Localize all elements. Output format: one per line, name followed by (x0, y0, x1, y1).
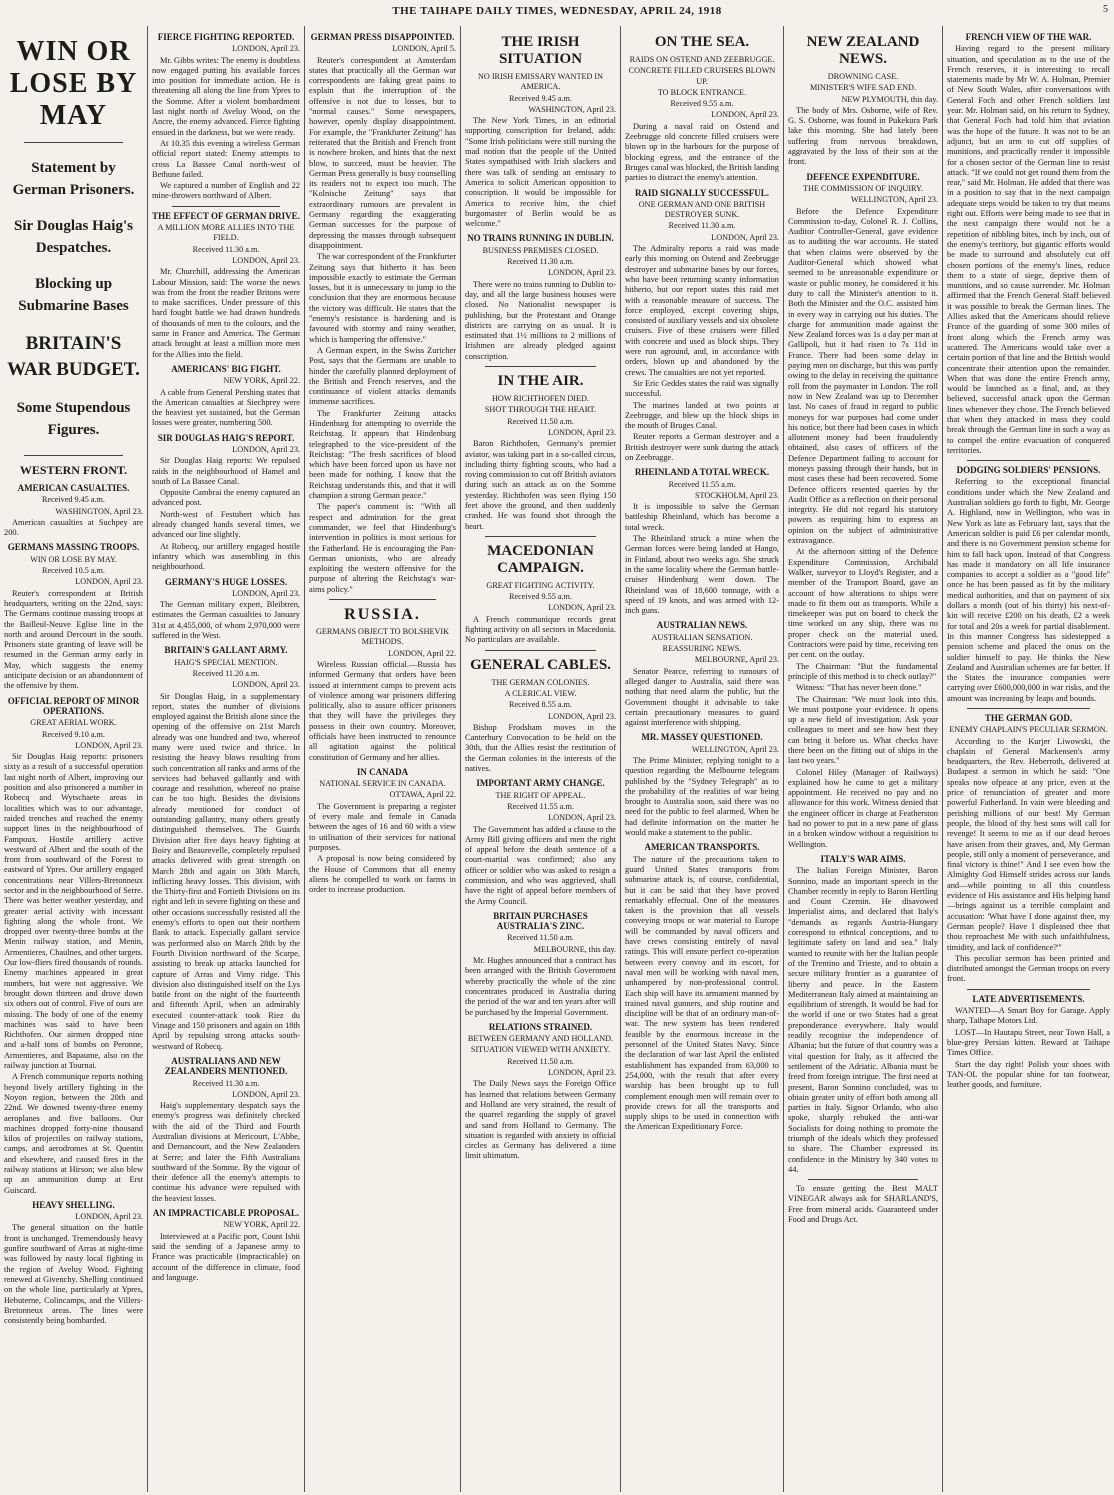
article-headline: AMERICAN TRANSPORTS. (644, 842, 760, 853)
article-body: A cable from General Pershing states that the American casualties at Siechprey were the heaviest yet sustained, but the German losses were greater, numbering 500. (152, 387, 300, 428)
column-7 (943, 28, 1114, 1490)
article-headline: DEFENCE EXPENDITURE. (806, 171, 920, 182)
received-time: Received 11.55 a.m. (668, 479, 736, 489)
article-subhead: THE COMMISSION OF INQUIRY. (803, 183, 923, 193)
dateline: LONDON, April 23. (75, 1212, 143, 1222)
article-body: Reuter's correspondent at British headquarters, writing on the 22nd, says: The Germans continue massing troops at the Bailleul-Neuve Eglise line in the north and around Dercourt in the south. Prisoners state granting of leave will be resumed in the German army early in May, which suggests the enemy anticipate decision or an abandonment of the offensive by them. (4, 588, 143, 691)
article-subhead: A CLERICAL VIEW. (504, 688, 577, 698)
article-headline: MR. MASSEY QUESTIONED. (641, 732, 763, 743)
article-headline: IN CANADA (356, 766, 409, 777)
article-body: The Daily News says the Foreign Office has learned that relations between Germany and Holland are very strained, the result of the quarrel regarding the supply of gravel and sand from Holland to Germany. The situation is regarded with anxiety in official circles as Germany has delivered a time limit ultimatum. (465, 1079, 616, 1161)
received-time: Received 11.50 a.m. (507, 1056, 574, 1066)
received-time: Received 9.10 a.m. (42, 729, 105, 739)
article-headline: THE GERMAN GOD. (984, 713, 1073, 723)
article-body: Mr. Churchill, addressing the American Labour Mission, said: The worse the news was from the front the readier Britons were to make sacrifices. Under pressure of this hard fought battle we had drawn hundreds of thousands of men to the colours, and the same in France and America. The German attack brought at least a million more men for the Allies into the field. (152, 267, 300, 359)
dateline: LONDON, April 5. (392, 44, 456, 54)
article-headline: GERMANS MASSING TROOPS. (7, 542, 140, 553)
dateline: LONDON, April 23. (548, 427, 616, 437)
dateline: WASHINGTON, April 23. (528, 104, 616, 114)
divider (485, 650, 596, 651)
article-headline: HEAVY SHELLING. (32, 1199, 115, 1210)
advertisement: Start the day right! Polish your shoes with TAN-OL the popular shine for tan footwear, leather goods, and furniture. (947, 1059, 1110, 1090)
divider (967, 708, 1090, 709)
article-headline: DODGING SOLDIERS' PENSIONS. (956, 465, 1101, 476)
article-subhead: CONCRETE FILLED CRUISERS BLOWN UP. (628, 66, 776, 86)
article-body: Sir Douglas Haig, in a supplementary report, states the number of divisions employed against the British alone since the opening of the offensive on 21st March already was one hundred and two, whereof many were used twice and thrice. In resisting the heavy blows resulting from such concentration all ranks and arms of the services had behaved gallantly and with courage and resolution, whereof no praise can be too high. Besides the divisions already mentioned for conduct of outstanding gallantry, many others greatly distinguished themselves. The Guards Division after five days heavy fighting at Boiry and Beaurevelle, completely repulsed attacks delivered with great strength on March 28th and again on 30th March, inflicting heavy losses. This division, with the Thirty-first and Fortieth Divisions on its right and left in severe fighting on these and other occasions successfully resisted all the enemy's efforts to open out their northern flank to attack. Especially gallant service was performed also on March 28th by the Fourth Division northward of the Scarpe, assisting to break up attacks launched for capture of Arras and Vimy ridge. This division also distinguished itself on the Lys battle front on the night of the fourteenth and fifteenth April, when an admirably executed counter-attack took Riez du Vinage and 150 prisoners and again on 18th April by repulsing strong attacks south-westward of Robecq. (152, 691, 300, 1051)
divider (485, 366, 596, 367)
article-headline: RAID SIGNALLY SUCCESSFUL. (634, 187, 770, 198)
deck-heading: Some Stupendous Figures. (16, 400, 131, 438)
masthead: THE TAIHAPE DAILY TIMES, WEDNESDAY, APRIL 24, 1918 (392, 5, 722, 17)
article-body: Reuter reports a German destroyer and a British destroyer were sunk during the attack on Zeebrugge. (625, 432, 779, 462)
article-subhead: SITUATION VIEWED WITH ANXIETY. (470, 1045, 611, 1055)
article-headline: SIR DOUGLAS HAIG'S REPORT. (157, 432, 295, 443)
article-subhead: GERMANS OBJECT TO BOLSHEVIK METHODS. (315, 627, 450, 647)
article-headline: AUSTRALIANS AND NEW ZEALANDERS MENTIONED. (164, 1055, 288, 1077)
article-body: The Government is preparing a register of every male and female in Canada between the ages of 16 and 60 with a view to utilisation of their services for national purposes. (309, 801, 456, 852)
deck-heading: Blocking up Submarine Bases (18, 276, 129, 314)
article-headline: FIERCE FIGHTING REPORTED. (157, 32, 295, 42)
dateline: NEW YORK, April 22. (223, 1220, 300, 1230)
deck-heading: Sir Douglas Haig's Despatches. (14, 218, 133, 256)
received-time: Received 9.55 a.m. (670, 99, 734, 109)
article-body: Sir Douglas Haig reports: We repulsed raids in the neighbourhood of Hamel and south of La Bassee Canal. (152, 456, 300, 486)
article-subhead: WIN OR LOSE BY MAY. (30, 554, 117, 564)
article-body: The Prime Minister, replying tonight to a question regarding the Melbourne telegram published by the "Sydney Telegraph" as to the probability of the realities of war being brought to Australia soon, said there was no need for the public to feel alarmed. When he had definite information on the matter he would make a statement to the public. (625, 756, 779, 838)
column-6 (784, 28, 942, 1490)
dateline: LONDON, April 23. (232, 255, 300, 265)
article-body: At the afternoon sitting of the Defence Expenditure Commission, Archibald Walker, surveyor to Lloyd's Register, and a member of the Transport Board, gave an account of how alterations to ships were made to fit them out as transports. While a timekeeper was put on board to check the time worked on any ship, there was no proper check on the material used. Contractors were paid by time, receiving ten per cent. on the outlay. (788, 547, 938, 660)
received-time: Received 10.5 a.m. (42, 566, 105, 576)
dateline: MELBOURNE, April 23. (694, 655, 779, 665)
article-body: A French communique records great fighting activity on all sectors in Macedonia. No particulars are available. (465, 614, 616, 645)
received-time: Received 8.55 a.m. (509, 700, 572, 710)
article-body: Mr. Hughes announced that a contract has been arranged with the British Government whereby practically the whole of the zinc concentrates produced in Australia during the period of the war and ten years after will be purchased by the Imperial Government. (465, 956, 616, 1017)
dateline: LONDON, April 23. (548, 268, 616, 278)
article-headline: BRITAIN PURCHASES AUSTRALIA'S ZINC. (493, 910, 588, 932)
divider (172, 206, 280, 207)
article-body: A proposal is now being considered by the House of Commons that all enemy aliens be compelled to work on farms in order to increase production. (309, 854, 456, 895)
received-time: Received 11.30 a.m. (668, 221, 736, 231)
article-body: Colonel Hiley (Manager of Railways) explained how he came to get a military appointment. He received no pay and no allowance for this work. Witness denied that the engineer officer in charge at Featherston had no power to put in a new pane of glass in a broken window without a requisition to Wellington. (788, 767, 938, 849)
dateline: LONDON, April 23. (232, 444, 300, 454)
dateline: LONDON, April 23. (232, 44, 300, 54)
article-body: Interviewed at a Pacific port, Count Ishii said the sending of a Japanese army to France was practicable (impracticable) on account of the difference in climate, food and language. (152, 1231, 300, 1282)
article-body: The paper's comment is: "With all respect and admiration for the great commander, we feel that Hindenburg's intervention in politics is most serious for the Fatherland. He is encouraging the Pan-German unionists, who are already exploiting the western offensive for the purpose of altering the Reichstag's war-aims policy." (309, 502, 456, 594)
article-headline: OFFICIAL REPORT OF MINOR OPERATIONS. (7, 695, 140, 716)
article-headline: IMPORTANT ARMY CHANGE. (476, 778, 605, 789)
article-body: At 10.35 this evening a wireless German official report stated: Enemy attempts to cross La Bassee Canal north-west of Bethune failed. (152, 138, 300, 179)
column-5 (621, 28, 783, 1490)
article-subhead: NO IRISH EMISSARY WANTED IN AMERICA. (477, 72, 604, 92)
article-body: The Chairman: "We must look into this. We must postpone your evidence. It opens up a new field of investigation. Ask your colleagues to meet and see how best they can bring it before us. What checks have there been on the fitting out of ships in the last two years." (788, 694, 938, 766)
article-body: The Admiralty reports a raid was made early this morning on Ostend and Zeebrugge destroyer and submarine bases by our forces, who have been returning scanty information hitherto, but our report states this raid met with a reasonable measure of success. The force employed, except covering ships, consisted of auxiliary vessels and six obsolete cruisers. Five of these cruisers were filled with concrete and used as block ships. They were run aground, and, in accordance with orders, blown up and abandoned by the crews. The casualties are not yet reported. (625, 244, 779, 377)
dateline: LONDON, April 23. (232, 680, 300, 690)
article-body: The body of Mrs. Osborne, wife of Rev. G. S. Osborne, was found in Pukekura Park lake this morning. She had lately been suffering from nervous breakdown, aggravated by the loss of their son at the front. (788, 105, 938, 167)
article-subhead: HAIG'S SPECIAL MENTION. (174, 657, 278, 667)
received-time: Received 11.30 a.m. (507, 257, 574, 267)
article-headline: AMERICAN CASUALTIES. (17, 483, 130, 493)
article-body: Witness: "That has never been done." (796, 683, 922, 693)
article-subhead: ENEMY CHAPLAIN'S PECULIAR SERMON. (949, 725, 1108, 735)
article-body: The New York Times, in an editorial supporting conscription for Ireland, adds: "Some Irish politicians were still nursing the mad notion that the people of the United States sympathised with Irish slackers and there was talk of sending an emissary to America to solicit American opposition to conscription. It would be impossible for America to receive him, the chief burgomaster of Berlin would be as welcome." (465, 116, 616, 229)
article-body: This peculiar sermon has been printed and distributed amongst the German troops on every front. (947, 953, 1110, 984)
article-subhead: HOW RICHTHOFEN DIED. (492, 394, 589, 404)
article-subhead: NATIONAL SERVICE IN CANADA. (319, 779, 446, 789)
dateline: LONDON, April 23. (711, 110, 779, 120)
article-subhead: SHOT THROUGH THE HEART. (484, 405, 597, 415)
article-body: The Italian Foreign Minister, Baron Sonnino, made an important speech in the Chamber recently in reply to Baron Hertling and Count Czernin. He disavowed Imperialist aims, and declared that Italy's "demands as regards Austria-Hungary correspond to ethnical conceptions, and to legitimate safety on land and sea." Italy wanted to reunite with her the Italian people of the Trentino and Trieste, and to obtain a secure military frontier as a guarantee of liberty and peace. In the Eastern Mediterranean Italy aimed at maintaining an equilibrium of strength. It would be bad for the world if one or two States had a great preponderance everywhere. Italy would readily recognise the independence of Albania; but the future of that country was a vital question for Italy, as it affected the settlement of the Adriatic. Albania must be freed from foreign intrigue. The first need at present, Baron Sonnino concluded, was to obtain greater unity of effort both among all parties in Italy. Signor Orlando, who also spoke, sharply rebuked the anti-war Socialists for doing nothing to promote the triumph of the ideals which they professed to share. The Chamber expressed its confidence in the Ministry by 340 votes to 44. (788, 866, 938, 1174)
article-subhead: BUSINESS PREMISES CLOSED. (482, 245, 599, 255)
article-body: The marines landed at two points at Zeebrugge, and blew up the block ships in the mouth of Bruges Canal. (625, 400, 779, 431)
dateline: LONDON, April 23. (75, 740, 143, 750)
article-subhead: THE RIGHT OF APPEAL. (495, 790, 586, 800)
column-4 (461, 28, 620, 1490)
article-body: Reuter's correspondent at Amsterdam states that practically all the German war correspondents are faking great pains to explain that the interruption of the offensive is not due to losses, but to "normal causes." Some newspapers, however, openly display disappointment. For example, the "Frankfurter Zeitung" has reiterated that the British and French front is nowhere broken, and hints that the next blow, to succeed, must be heavier. The German Press generally is busy counselling its readers not to expect too much. The "Kolnische Zeitung" says that extraordinary rumours are prevalent in Germany regarding the exaggerating German successes for the purpose of depressing the masses through subsequent disappointment. (309, 55, 456, 250)
received-time: Received 11.20 a.m. (192, 668, 260, 678)
deck-heading: BRITAIN'S WAR BUDGET. (7, 333, 140, 380)
section-heading: MACEDONIAN CAMPAIGN. (487, 542, 594, 576)
divider (329, 599, 436, 600)
article-headline: RELATIONS STRAINED. (488, 1021, 593, 1032)
article-subhead: GREAT AERIAL WORK. (30, 718, 117, 728)
divider (967, 460, 1090, 461)
dateline: LONDON, April 23. (232, 588, 300, 598)
dateline: LONDON, April 23. (232, 1089, 300, 1099)
article-subhead: MINISTER'S WIFE SAD END. (810, 83, 916, 93)
dateline: WASHINGTON, April 23. (55, 506, 143, 516)
dateline: LONDON, April 22. (388, 648, 456, 658)
article-headline: BRITAIN'S GALLANT ARMY. (164, 645, 288, 656)
divider (485, 536, 596, 537)
advertisement: To ensure getting the Best MALT VINEGAR always ask for SHARLAND'S, Free from mineral acids. Guaranteed under Food and Drugs Act. (788, 1184, 938, 1225)
column-3 (305, 28, 460, 1490)
article-body: American casualties at Suchpey are 200. (4, 517, 143, 538)
divider (967, 989, 1090, 990)
article-headline: GERMANY'S HUGE LOSSES. (164, 576, 288, 587)
received-time: Received 9.45 a.m. (509, 93, 572, 103)
article-body: A German expert, in the Swiss Zuricher Post, says that the Germans are unable to hinder the carefully planned deployment of the British and French reserves, and the continuance of violent attacks demands immense sacrifices. (309, 345, 456, 407)
article-subhead: A MILLION MORE ALLIES INTO THE FIELD. (157, 223, 295, 243)
article-body: Having regard to the present military situation, and speculation as to the use of the French reserves, it is interesting to recall statements made by Mr W. A. Holman, Premier of New South Wales, after conversations with General Foch and other French soldiers last year. Mr. Holman said, on his return to Sydney, that General Foch had told him that aviation was the hope of the future. It was not to be an adjunct, but an arm to cut off supplies of munitions, and practically render it impossible for a chosen sector of the German line to resist attack. "If we could not get round them from the rear," said Mr. Holman. He added that there was in a position to say that in the next campaign adequate steps would be taken to try that means right out. Efforts were being made to see that in the next campaign there would not be a repetition of nibbling bites, inch by inch, out of the enemy's territory, but gigantic efforts would be made to surround and absolutely cut off chosen portions of the enemy's lines, reduce them to a state of siege, deprive them of munitions, and so cause surrender. Mr. Holman affirmed that the French General Staff believed it was possible to break the German lines. The Allies asked that the Americans should relieve France of the guarding of some 300 miles of front along which the French army was scattered. The Americans would take over a certain portion of that line and the British would concentrate their attention upon the remainder. When that was done the entire French army, would be launched as a final, and, as they believed, successful attack upon the German lines whenever they chose. The French believed that when they attacked in mass they could break through the German line in such a way as to compel the entire evacuation of conquered territories. (947, 44, 1110, 455)
section-heading: ON THE SEA. (654, 34, 750, 50)
article-body: Sir Eric Geddes states the raid was signally successful. (625, 378, 779, 399)
article-body: The general situation on the battle front is unchanged. Tremendously heavy gunfire southward of Arras at night-time was followed by nasty local fighting in the region of Aveluy Wood. Fighting renewed at Givenchy. Shelling continued on the whole line, particularly at Ypres, Hebuterne, Colincamps, and the Villers-Bretonneux areas. The lines were consistently being bombarded. (4, 1223, 143, 1326)
article-body: A French communique reports nothing beyond lively artillery fighting in the Noyon region, between the 20th and 22nd. We downed twenty-three enemy aeroplanes and five balloons. Our machines dropped forty-nine thousand kilos of projectiles on railway stations, camps, and aerodromes at St. Quentin and elsewhere, and caused fires in the railway stations at Hirson; we also blew up an ammunition dump at Erst Guiscard. (4, 1072, 143, 1195)
article-body: Haig's supplementary despatch says the enemy's progress was definitely checked with the aid of the Third and Fourth Australian divisions at Mericourt, L'Abbe, and Dernancourt, and the New Zealanders at Serre; and later the Fifth Australians southward of the Somme. By the vigour of their defence all the enemy's attempts to continue his advance were repulsed with the heaviest losses. (152, 1101, 300, 1203)
article-subhead: REASSURING NEWS. (662, 644, 742, 654)
article-headline: ITALY'S WAR AIMS. (820, 853, 906, 864)
section-heading: NEW ZEALAND NEWS. (806, 34, 920, 67)
article-body: The Chairman: "But the fundamental principle of this method is to check outlay?" (788, 661, 938, 681)
article-body: The Frankfurter Zeitung attacks Hindenburg for attempting to override the Reichstag. It appears that Hindenburg telegraphed to the vice-president of the Reichstag: "The fresh sacrifices of blood which have been forced upon us have not been made for nothing. I know that the Reichstag understands this, and that it will champion a strong German peace." (309, 408, 456, 501)
divider (24, 142, 123, 143)
article-body: The German military expert, Bleibtren, estimates the German casualties to January 31st at 4,455,000, of whom 2,970,000 were suffered in the West. (152, 600, 300, 641)
article-body: Before the Defence Expenditure Commission to-day, Colonel R. J. Collins, Auditor Controller-General, gave evidence as to auditing the war accounts. He stated that when claims were observed by the Auditor-General which showed what seemed to be unreasonable expenditure or waste or public money, he considered it his duty to call the Minister's attention to it. Both the Minister and the O.C. assisted him in every way in carrying out his duties. The charge for ammunition made against the New Zealand forces was 1s a day per man at Gallipoli, but it had risen to 7s 11d in France. There had been some delay in paying men on discharge, but this was partly owing to the delay in receiving the quittance roll from the paymaster in London. The roll now in New Zealand was up to December last. No cases of fraud in regard to public moneys for war purposes had come under his notice, but there had been cases in which allotment money had been fraudulently obtained, also cases of officers of the Defence Department failing to account for moneys passing through their hands, but in most cases these had been recovered. Some Defence officers resented queries by the Audit Office as a reflection on their personal integrity. He did not regard his statutory powers as requiring him to express an opinion on the subject of administrative extravagance. (788, 206, 938, 546)
received-time: Received 9.45 a.m. (42, 495, 105, 505)
divider (808, 1179, 918, 1180)
article-headline: AUSTRALIAN NEWS. (656, 620, 748, 631)
received-time: Received 11.50 a.m. (507, 933, 574, 943)
article-body: The Rheinland struck a mine when the German forces were being landed at Hango, in Finland, about two weeks ago. She struck in the same locality where the German battle-cruiser Hindenburg went down. The Rheinland was of 18,600 tonnage, with a speed of 19 knots, and was armed with 12-inch guns. (625, 534, 779, 616)
dateline: MELBOURNE, this day. (533, 944, 616, 954)
dateline: LONDON, April 23. (548, 1068, 616, 1078)
article-body: According to the Kurjer Liwowski, the chaplain of General Mackensen's army headquarters, the Rev. Heberroth, delivered at Budapest a sermon in which he said: "One speaks now ofpeace at any price, even at the price of renunciation of greater and more powerful Fatherland. In vain were bleeding and perishing millions of our best! My German people, the blood of thy best sons will call for revenge! It seems to me as if our dead heroes have arisen from their graves, and, My German people, still only a moment of perseverance, and final victory is thine!" And I see even how the Almighty God Himself strides across our lands and—while pointing to all this countless evidence of His assistance and His helping hand—brings against us a terrible complaint and accusation: 'What have I done against thee, my German people? Have I displeased thee that thou reproachest Me with such unfaithfulness, timidity, and lack of confidence?'" (947, 736, 1110, 952)
article-subhead: DROWNING CASE. (827, 72, 899, 81)
article-body: Opposite Cambrai the enemy captured an advanced post. (152, 488, 300, 508)
article-body: Sir Douglas Haig reports: prisoners sixty as a result of a successful operation last night north of Albert, improving our position and also prisonered a number in Robecq and Wytschaete areas in localities which was to our advantage, raided trenches and reached the enemy support lines in the neighbourhood of Fampoux. Hostile artillery active westward of Albert and the south of the front from southward of the Forest to eastward of Ypres. Our artillery engaged concentrations near Villers-Bretonneux sector and in the neighbourhood of Serre. There was better weather yesterday, and greater aerial activity with incessant fighting along the whole front. We dropped over twenty-three bombs at the Menin railway station, and Menin, Armentieres, Chaulnes, and other targets. Our low-fliers fired thousands of rounds. Enemy machines appeared in great numbers, but were not aggressive. We brought down thirteen and drove down six others out of control. Five of ours are missing. The body of one of the enemy machines was said to have been Richthofen. Our airmen dropped nine and a-half tons of bombs on Peronne, Armentieres, and Bapaume, also on the railway junction at Tournai. (4, 752, 143, 1071)
article-body: The war correspondent of the Frankfurter Zeitung says that hitherto it has been impossible exactly to estimate the German losses, but it is unnecessary to jump to the conclusion that they are enormous because the victory was difficult. He states that the "enemy's resistance is hardening and is favoured with stormy and rainy weather, which is hampering the offensive." (309, 252, 456, 344)
section-heading: IN THE AIR. (497, 373, 584, 390)
article-body: Wireless Russian official.—Russia has informed Germany that orders have been issued at internment camps to prevent acts of violence among war prisoners differing politically, also to assure officer prisoners that they will have the privileges they possess in their own country. Moreover, officials have been instructed to renounce all agitation against the political constitution of Germany and her allies. (309, 659, 456, 762)
dateline: OTTAWA, April 22. (389, 790, 456, 800)
received-time: Received 11.55 a.m. (507, 801, 574, 811)
article-body: It is impossible to salve the German battleship Rheinland, which has become a total wreck. (625, 502, 779, 532)
article-subhead: ONE GERMAN AND ONE BRITISH DESTROYER SUNK. (638, 199, 766, 220)
advertisement: LOST—In Hautapu Street, near Town Hall, a blue-grey Persian kitten. Reward at Taihape Times Office. (947, 1027, 1110, 1058)
article-subhead: AUSTRALIAN SENSATION. (651, 632, 753, 642)
dateline: NEW YORK, April 22. (223, 376, 300, 386)
article-body: Mr. Gibbs writes: The enemy is doubtless now engaged putting his available forces into position for immediate action. He is threatening all along the line from Ypres to the Somme. After a violent bombardment last night north of Aveluy Wood, on the Ancre, the enemy advanced. Fierce fighting ensued in the darkness, but we were ready. (152, 55, 300, 137)
dateline: LONDON, April 23. (711, 232, 779, 242)
article-body: Referring to the exceptional financial conditions under which the New Zealand and Australian soldiers go forth to fight, Mr. George A. Highland, now in Wellington, who was in New York as late as February last, says that the American soldier is paid £6 per calendar month, and there is no Government pension scheme for him to fall back upon. Instead of that Congress has made it mandatory on all life insurance companies to accept a soldier as a "good life" once he has been passed as fit by the military medical authorities, and that on payment of six dollars a month (out of his thirty) his next-of-kin will receive £200 on his death, £2 a week for total and 20s a week for partial disablement. In this manner Congress has sidestepped a pension scheme and placed the onus on the soldier himself to pay. He thinks the New Zealand and Australian schemes are far better. If the States the insurance companies were carrying over £600,000,000 in war risks, and the amount was increasing by leaps and bounds. (947, 477, 1110, 703)
dateline: LONDON, April 23. (548, 711, 616, 721)
article-body: The Government has added a clause to the Army Bill giving officers and men the right of appeal before the death sentence of a court-martial was confirmed; also any officer or soldier who was asked to resign a commission, and who was aggrieved, shall have the right of appeal before members of the Army Council. (465, 824, 616, 906)
article-body: During a naval raid on Ostend and Zeebrugge old concrete filled cruisers were blown up in the harbours for the purpose of blocking egress, and the entrance of the Bruges canal was blocked, the British landing parties to distract the enemy's attention. (625, 121, 779, 183)
section-heading: RUSSIA. (344, 606, 421, 624)
article-body: Baron Richthofen, Germany's premier aviator, was taking part in a so-called circus, including thirty fighting scouts, who had a roving commission to cut off British aviators during such an attack as on the Somme yesterday. Richthofen was seen flying 150 feet above the ground, and then suddenly crashed. He was found shot through the heart. (465, 439, 616, 531)
dateline: WELLINGTON, April 23. (850, 195, 938, 205)
article-body: There were no trains running to Dublin to-day, and all the large business houses were closed. No Nationalist newspaper is publishing, but the Protestant and Orange districts are carrying on as usual. It is estimated that 1½ millions to 2 millions of Irishmen are already pledged against conscription. (465, 279, 616, 361)
article-headline: FRENCH VIEW OF THE WAR. (965, 32, 1092, 42)
dateline: WELLINGTON, April 23. (691, 744, 779, 754)
section-heading: THE IRISH SITUATION (498, 34, 583, 67)
article-headline: LATE ADVERTISEMENTS. (972, 993, 1085, 1004)
article-headline: THE EFFECT OF GERMAN DRIVE. (152, 210, 300, 221)
section-heading: WESTERN FRONT. (19, 463, 128, 477)
dateline: STOCKHOLM, April 23. (694, 490, 779, 500)
article-body: At Robecq, our artillery engaged hostile infantry which was assembling in this neighbourhood. (152, 541, 300, 572)
article-body: We captured a number of English and 22 mine-throwers northward of Albert. (152, 181, 300, 201)
article-body: Senator Pearce, referring to rumours of alleged danger to Australia, said there was nothing that need alarm the public, but the Government thought it advisable to take certain precautionary measures to guard against interference with shipping. (625, 666, 779, 728)
article-subhead: GREAT FIGHTING ACTIVITY. (486, 580, 595, 590)
received-time: Received 9.55 a.m. (509, 592, 572, 602)
deck-heading: Statement by German Prisoners. (12, 160, 135, 198)
article-headline: AN IMPRACTICABLE PROPOSAL. (152, 1208, 300, 1219)
article-body: North-west of Festubert which has already changed hands several times, we advanced our line slightly. (152, 509, 300, 540)
dateline: LONDON, April 23. (548, 603, 616, 613)
article-subhead: THE GERMAN COLONIES. (491, 677, 590, 687)
article-body: The nature of the precautions taken to guard United States transports from submarine attack is, of course, confidential, but it can be said that they have proved remarkably effectual. One of the measures taken is the provision that all vessels conveying troops or war material to Europe will be commanded by naval officers and have crews consisting entirely of naval ratings. This will ensure perfect co-operation between every convoy and its escort, for naval men will be working with naval men, unhampered by non-professional control. Each ship will have its armament manned by trained naval gunners, and ship routine and discipline will be that of an ordinary man-of-war. The new system has been rendered feasible by the enormous increase in the personnel of the United States Navy. Since the declaration of war last April the enlisted establishment has expanded from 63,000 to 254,000, with the result that after every warship has been brought up to full complement enough men will remain over to provide crews for all the transports and supply ships to be used in connection with the American Expeditionary Force. (625, 854, 779, 1132)
article-body: Bishop Frodsham moves in the Canterbury Convocation to be held on the 30th, that the Allies resist the restitution of the German colonies in the interests of the natives. (465, 722, 616, 774)
article-subhead: TO BLOCK ENTRANCE. (657, 87, 747, 97)
section-heading: GENERAL CABLES. (470, 656, 611, 673)
article-headline: GERMAN PRESS DISAPPOINTED. (310, 32, 455, 42)
headline-banner: WIN OR LOSE BY MAY (9, 36, 138, 131)
column-2 (148, 28, 304, 1490)
page-number: 5 (1103, 4, 1108, 15)
received-time: Received 11.50 a.m. (507, 416, 574, 426)
column-1 (0, 28, 147, 1490)
received-time: Received 11.30 a.m. (192, 244, 260, 254)
dateline: NEW PLYMOUTH, this day. (841, 94, 938, 104)
divider (24, 455, 123, 456)
advertisement: WANTED—A Smart Boy for Garage. Apply sharp, Taihape Motors Ltd. (947, 1006, 1110, 1026)
article-headline: RHEINLAND A TOTAL WRECK. (634, 467, 770, 478)
dateline: LONDON, April 23. (75, 577, 143, 587)
article-subhead: RAIDS ON OSTEND AND ZEEBRUGGE. (629, 55, 775, 64)
received-time: Received 11.30 a.m. (192, 1078, 260, 1088)
article-subhead: BETWEEN GERMANY AND HOLLAND. (467, 1034, 614, 1044)
article-headline: AMERICANS' BIG FIGHT. (171, 363, 281, 374)
dateline: LONDON, April 23. (548, 813, 616, 823)
article-headline: NO TRAINS RUNNING IN DUBLIN. (467, 233, 614, 244)
